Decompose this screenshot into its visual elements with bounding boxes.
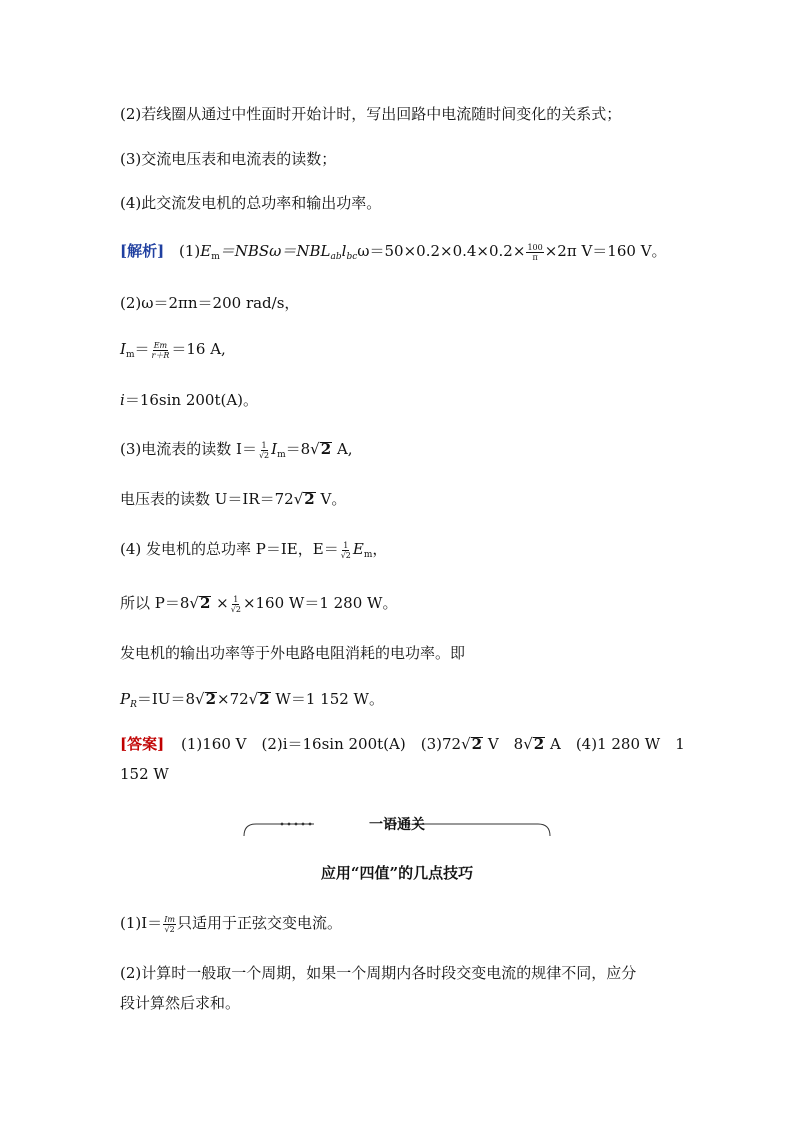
fraction-1-over-root2 xyxy=(258,441,270,460)
power-result: ×160 W＝1 280 W。 xyxy=(242,594,398,612)
power-subscript: R xyxy=(130,700,137,710)
answer-part-3: A (4)1 280 W 1 xyxy=(545,735,685,753)
current-expression: ＝16sin 200t(A)。 xyxy=(124,391,259,409)
sqrt-radicand: 2 xyxy=(199,594,211,612)
solution-line-3 xyxy=(120,338,680,366)
solution-3-result: ＝16 A, xyxy=(171,340,226,358)
fraction-numerator: 1 xyxy=(233,594,239,604)
fraction-denominator: π xyxy=(532,252,538,262)
answer-part-1: (1)160 V (2)i＝16sin 200t(A) (3)72 xyxy=(180,735,462,753)
answer-line-2: 152 W xyxy=(120,765,169,783)
emf-subscript: m xyxy=(211,252,220,262)
sqrt-radicand: 2 xyxy=(533,735,545,753)
fraction-numerator: 1 xyxy=(261,440,267,450)
solution-1-result: ×2π V＝160 V。 xyxy=(544,242,667,260)
solution-line-2: (2)ω＝2πn＝200 rad/s， xyxy=(120,294,300,312)
volt-unit: V。 xyxy=(315,490,347,508)
solution-line-4 xyxy=(120,389,680,411)
tip-1-text: 只适用于正弦交变电流。 xyxy=(176,914,342,932)
solution-1-numbers: ω＝50×0.2×0.4×0.2× xyxy=(357,242,526,260)
fraction-denominator: r＋R xyxy=(151,350,170,360)
times-sign: × xyxy=(211,594,229,612)
current-subscript: m xyxy=(125,350,135,360)
current-symbol: I xyxy=(120,340,126,358)
fraction-numerator: 100 xyxy=(527,242,543,252)
fraction-1-over-root2 xyxy=(340,541,352,560)
fraction-numerator: Em xyxy=(153,340,168,350)
fraction-em-over-r-plus-R xyxy=(151,341,171,360)
fraction-denominator: √2 xyxy=(258,450,270,460)
answer-line-1: [答案] (1)160 V (2)i＝16sin 200t(A) (3)72√2 V 8√2 A (4)1 280 W 1 xyxy=(120,735,685,753)
answer-tag: [答案] xyxy=(120,735,165,753)
sqrt-radicand: 2 xyxy=(304,490,315,508)
fraction-numerator: Im xyxy=(164,914,175,924)
question-3: (3)交流电压表和电流表的读数； xyxy=(120,150,337,168)
equals-eight: ＝8 xyxy=(285,440,311,458)
fraction-im-over-root2 xyxy=(163,915,176,934)
sqrt-radicand: 2 xyxy=(320,440,332,458)
total-power-label: (4) 发电机的总功率 P＝IE，E＝ xyxy=(120,540,339,558)
current-subscript: m xyxy=(277,450,286,460)
emf-subscript: m xyxy=(363,550,373,560)
fraction-100-over-pi xyxy=(526,243,543,262)
fraction-denominator: √2 xyxy=(340,550,351,560)
output-power-formula: ＝IU＝8 xyxy=(136,690,195,708)
solution-tag: [解析] xyxy=(120,242,165,260)
answer-part-2: V 8 xyxy=(483,735,524,753)
banner-label: 一语通关 xyxy=(369,817,425,833)
output-power-result: W＝1 152 W。 xyxy=(270,690,384,708)
fraction-denominator: √2 xyxy=(164,924,175,934)
tips-title: 应用“四值”的几点技巧 xyxy=(320,864,474,882)
comma: ， xyxy=(372,540,388,558)
solution-line-7 xyxy=(120,538,680,566)
fraction-denominator: √2 xyxy=(230,604,241,614)
solution-1-formula: ＝NBSω＝NBL xyxy=(219,242,331,260)
sqrt-radicand: 2 xyxy=(205,690,216,708)
tip-1 xyxy=(120,912,680,934)
fraction-numerator: 1 xyxy=(343,540,349,550)
solution-1-prefix: (1) xyxy=(178,242,201,260)
solution-line-9: 发电机的输出功率等于外电路电阻消耗的电功率。即 xyxy=(120,644,466,662)
sqrt-radicand: 2 xyxy=(259,690,270,708)
ammeter-reading-label: (3)电流表的读数 I＝ xyxy=(120,440,257,458)
emf-symbol: E xyxy=(200,242,212,260)
tip-1-prefix: (1)I＝ xyxy=(120,914,163,932)
times-seventy-two: ×72 xyxy=(217,690,249,708)
subscript-ab: ab xyxy=(330,252,342,262)
solution-line-5: (3)电流表的读数 I＝ $\frac{1}{√2}$ $I_m=8√2$ A, xyxy=(120,440,353,460)
tip-2-line-2: 段计算然后求和。 xyxy=(120,994,241,1012)
voltmeter-reading-label: 电压表的读数 U＝IR＝72 xyxy=(120,490,294,508)
summary-banner xyxy=(242,816,552,838)
sqrt-radicand: 2 xyxy=(471,735,483,753)
ampere-unit: A, xyxy=(332,440,353,458)
length-symbol: l xyxy=(341,242,347,260)
power-calc-label: 所以 P＝8 xyxy=(120,594,190,612)
emf-symbol: E xyxy=(352,540,364,558)
question-4: (4)此交流发电机的总功率和输出功率。 xyxy=(120,194,382,212)
instantaneous-current-symbol: i xyxy=(120,391,125,409)
tip-2-line-1: (2)计算时一般取一个周期，如果一个周期内各时段交变电流的规律不同，应分 xyxy=(120,964,637,982)
current-symbol: I xyxy=(271,440,278,458)
question-2: (2)若线圈从通过中性面时开始计时，写出回路中电流随时间变化的关系式； xyxy=(120,105,622,123)
solution-line-6: 电压表的读数 U＝IR＝72√2 V。 xyxy=(120,490,347,508)
solution-line-1 xyxy=(120,240,680,268)
subscript-bc: bc xyxy=(346,252,358,262)
fraction-1-over-root2 xyxy=(230,595,242,614)
solution-line-8: 所以 P＝8√2 × $\frac{1}{√2}$ ×160 W＝1 280 W。 xyxy=(120,594,398,614)
solution-line-10: $P_R=IU=8√2\times 72√2$ W＝1 152 W。 xyxy=(120,690,384,710)
equals-sign: ＝ xyxy=(134,340,150,358)
power-symbol: P xyxy=(120,690,131,708)
